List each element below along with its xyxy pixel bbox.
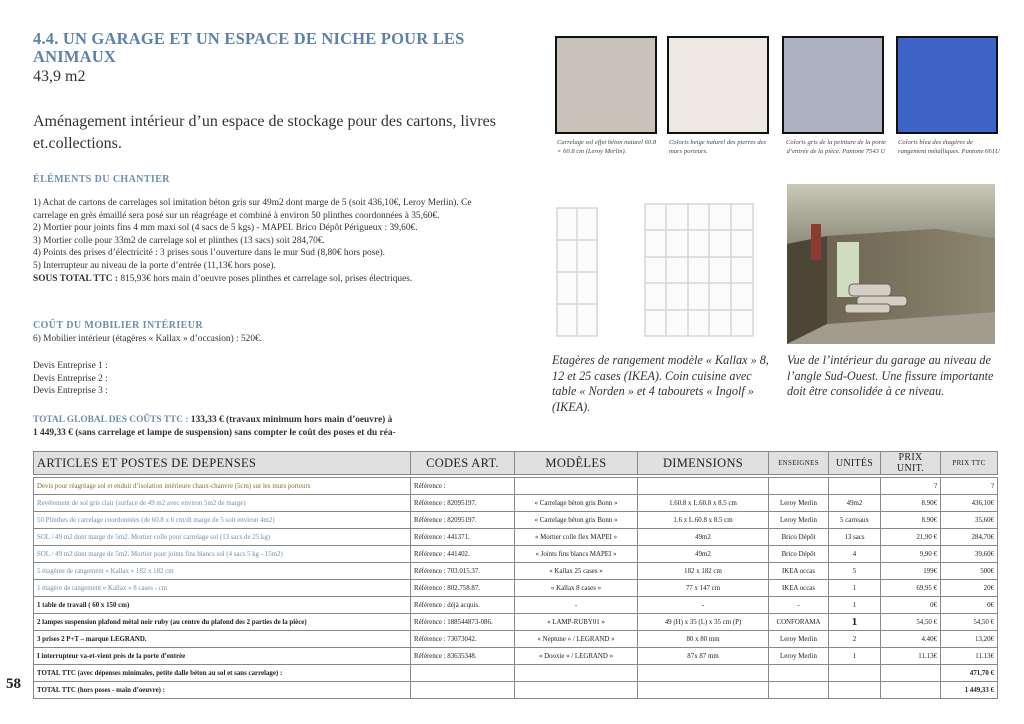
- table-row: [34, 529, 998, 546]
- cell-unit-price: 21,90 €: [881, 529, 941, 546]
- cell-shop: [769, 478, 829, 495]
- cell-unit-price: [881, 665, 941, 682]
- cell-shop: [769, 682, 829, 699]
- cell-dim: 49 (H) x 35 (L) x 35 cm (P): [638, 614, 769, 631]
- cell-model: « Carrelage béton gris Bonn »: [515, 495, 638, 512]
- col-header-unit-price: PRIX UNIT.: [881, 452, 941, 475]
- cell-model: -: [515, 597, 638, 614]
- cell-desc: 1 étagère de rangement « Kallax » 8 cases - cm: [34, 580, 411, 597]
- col-header-codes: CODES ART.: [411, 452, 515, 475]
- cell-code: Référence : 188544873-086.: [411, 614, 515, 631]
- shelves-caption: Etagères de rangement modèle « Kallax » 8, 12 et 25 cases (IKEA). Coin cuisine avec table « Norden » et 4 tabourets « Ingolf » (IKEA).: [552, 353, 769, 414]
- cell-unit-price: ?: [881, 478, 941, 495]
- cell-total: 0€: [941, 597, 998, 614]
- table-row: [34, 563, 998, 580]
- cell-dim: 1.60.8 x L.60.8 x 8.5 cm: [638, 495, 769, 512]
- cell-units: 49m2: [829, 495, 881, 512]
- cell-code: Référence : 441402.: [411, 546, 515, 563]
- table-row: [34, 631, 998, 648]
- col-header-units: UNITÉS: [829, 452, 881, 475]
- cell-unit-price: 69,95 €: [881, 580, 941, 597]
- cell-desc: TOTAL TTC (hors poses - main d’oeuvre) :: [34, 682, 411, 699]
- cell-desc: 1 table de travail ( 60 x 150 cm): [34, 597, 411, 614]
- cell-code: Référence : 703.015.37.: [411, 563, 515, 580]
- area-value: 43,9 m2: [33, 68, 86, 85]
- col-header-models: MODÈLES: [515, 452, 638, 475]
- cell-units: 13 sacs: [829, 529, 881, 546]
- cell-dim: [638, 478, 769, 495]
- table-row: [34, 614, 998, 631]
- cell-total: 20€: [941, 580, 998, 597]
- cell-units: 5: [829, 563, 881, 580]
- col-header-total: PRIX TTC: [941, 452, 998, 475]
- total-global-text1: 133,33 € (travaux minimum hors main d’oeuvre) à: [188, 415, 393, 425]
- cell-model: « Neptune » / LEGRAND »: [515, 631, 638, 648]
- swatch-concrete: [555, 36, 657, 134]
- devis-item-3: Devis Entreprise 3 :: [33, 386, 108, 397]
- cell-unit-price: 4.40€: [881, 631, 941, 648]
- page-title: 4.4. UN GARAGE ET UN ESPACE DE NICHE POUR LES ANIMAUX: [33, 29, 465, 66]
- cell-shop: Leroy Merlin: [769, 648, 829, 665]
- table-row: [34, 648, 998, 665]
- table-row: [34, 495, 998, 512]
- swatch-grey: [782, 36, 884, 134]
- elements-line-4: 4) Points des prises d’électricité : 3 prises sous l’ouverture dans le mur Sud (8,80€ hors pose).: [33, 248, 386, 259]
- col-header-dimensions: DIMENSIONS: [638, 452, 769, 475]
- table-row: [34, 665, 998, 682]
- cell-unit-price: [881, 682, 941, 699]
- table-row: [34, 512, 998, 529]
- cell-code: Référence : 73073042.: [411, 631, 515, 648]
- garage-photo: [787, 184, 995, 344]
- cell-units: [829, 478, 881, 495]
- cell-shop: Leroy Merlin: [769, 495, 829, 512]
- cell-desc: 2 lampes suspension plafond métal noir ruby (au centre du plafond des 2 parties de la pièce): [34, 614, 411, 631]
- cell-code: [411, 682, 515, 699]
- cell-total: 11.13€: [941, 648, 998, 665]
- table-row: [34, 546, 998, 563]
- cell-total: ?: [941, 478, 998, 495]
- cell-shop: CONFORAMA: [769, 614, 829, 631]
- cell-code: Référence : 82095197.: [411, 495, 515, 512]
- table-row: [34, 682, 998, 699]
- cell-desc: Revêtement de sol gris clair (surface de 49 m2 avec environ 5m2 de marge): [34, 495, 411, 512]
- cell-dim: 80 x 80 mm: [638, 631, 769, 648]
- elements-line-3: 3) Mortier colle pour 33m2 de carrelage sol et plinthes (13 sacs) soit 284,70€.: [33, 235, 325, 246]
- cell-model: « Mortier colle flex MAPEI »: [515, 529, 638, 546]
- cell-model: « LAMP-RUBY01 »: [515, 614, 638, 631]
- cell-units: 1: [829, 580, 881, 597]
- cell-units: 5 carreaux: [829, 512, 881, 529]
- elements-list: [33, 197, 498, 285]
- cell-unit-price: 9,90 €: [881, 546, 941, 563]
- cell-units: [829, 665, 881, 682]
- garage-caption: Vue de l’intérieur du garage au niveau de l’angle Sud-Ouest. Une fissure importante doit être consolidée à ce niveau.: [787, 353, 994, 398]
- cell-desc: SOL / 49 m2 dont marge de 5m2. Mortier pour joints fins blancs sol (4 sacs 5 kg - 15m2): [34, 546, 411, 563]
- mobilier-heading: COÛT DU MOBILIER INTÉRIEUR: [33, 320, 203, 331]
- cell-shop: -: [769, 597, 829, 614]
- cell-units: 1: [829, 614, 881, 631]
- cell-unit-price: 54,50 €: [881, 614, 941, 631]
- elements-line-5: 5) Interrupteur au niveau de la porte d’entrée (11,13€ hors pose).: [33, 260, 276, 271]
- cell-shop: Leroy Merlin: [769, 512, 829, 529]
- cell-units: 4: [829, 546, 881, 563]
- cell-total: 39,60€: [941, 546, 998, 563]
- cell-total: 54,50 €: [941, 614, 998, 631]
- cell-units: 1: [829, 597, 881, 614]
- cell-dim: -: [638, 597, 769, 614]
- cell-total: 1 449,33 €: [941, 682, 998, 699]
- cell-model: « Joints fins blancs MAPEI »: [515, 546, 638, 563]
- cell-shop: [769, 665, 829, 682]
- subtotal-label: SOUS TOTAL TTC :: [33, 273, 119, 284]
- cell-units: 1: [829, 648, 881, 665]
- cell-dim: 77 x 147 cm: [638, 580, 769, 597]
- cell-model: [515, 478, 638, 495]
- cell-model: « Kallax 8 cases »: [515, 580, 638, 597]
- cell-unit-price: 0€: [881, 597, 941, 614]
- total-global-label: TOTAL GLOBAL DES COÛTS TTC :: [33, 415, 189, 425]
- cell-unit-price: 8.90€: [881, 512, 941, 529]
- cell-dim: 49m2: [638, 529, 769, 546]
- swatch-beige: [667, 36, 769, 134]
- elements-line-1: 1) Achat de cartons de carrelages sol imitation béton gris sur 49m2 dont marge de 5 (soit 436,10€, Leroy Merlin). Ce carrelage en grès émaillé sera posé sur un réagréage et combiné à environ 50 plinthes coordonnées à 35,60€.: [33, 198, 472, 221]
- cell-units: [829, 682, 881, 699]
- cell-desc: I interrupteur va-et-vient près de la porte d’entrée: [34, 648, 411, 665]
- cell-code: Référence :: [411, 478, 515, 495]
- total-global: [33, 414, 503, 439]
- cell-model: [515, 682, 638, 699]
- cell-desc: Devis pour réagréage sol et enduit d’isolation intérieure chaux-chanvre (5cm) sur les murs porteurs: [34, 478, 411, 495]
- expenses-table: [33, 451, 998, 699]
- cell-units: 2: [829, 631, 881, 648]
- swatch-caption-1: Carrelage sol effet béton naturel 60.8 × 60.8 cm (Leroy Merlin).: [557, 139, 657, 155]
- cell-code: [411, 665, 515, 682]
- total-global-text2: 1 449,33 € (sans carrelage et lampe de suspension) sans compter le coût des poses et du réa-: [33, 427, 396, 438]
- cell-code: Référence : 83635348.: [411, 648, 515, 665]
- cell-unit-price: 11.13€: [881, 648, 941, 665]
- devis-item-2: Devis Entreprise 2 :: [33, 373, 108, 384]
- cell-code: Référence : déjà acquis.: [411, 597, 515, 614]
- cell-dim: 1.6 x L.60.8 x 8.5 cm: [638, 512, 769, 529]
- cell-dim: 182 x 182 cm: [638, 563, 769, 580]
- cell-dim: 87x 87 mm: [638, 648, 769, 665]
- col-header-articles: ARTICLES ET POSTES DE DEPENSES: [34, 452, 411, 475]
- cell-dim: 49m2: [638, 546, 769, 563]
- cell-dim: [638, 682, 769, 699]
- cell-unit-price: 199€: [881, 563, 941, 580]
- subtotal-text: 815,93€ hors main d’oeuvre poses plinthes et carrelage sol, prises électriques.: [118, 273, 413, 284]
- elements-line-2: 2) Mortier pour joints fins 4 mm maxi sol (4 sacs de 5 kgs) - MAPEI. Brico Dépôt Périgueux : 39,60€.: [33, 223, 418, 234]
- swatch-caption-4: Coloris bleu des étagères de rangement métalliques. Pantone 661U: [898, 139, 1000, 155]
- cell-total: 500€: [941, 563, 998, 580]
- cell-total: 284,70€: [941, 529, 998, 546]
- mobilier-line: 6) Mobilier intérieur (étagères « Kallax » d’occasion) : 520€.: [33, 334, 263, 344]
- cell-code: Référence : 441371.: [411, 529, 515, 546]
- cell-desc: 5 étagères de rangement « Kallax » 182 x 182 cm: [34, 563, 411, 580]
- cell-shop: IKEA occas: [769, 580, 829, 597]
- cell-desc: SOL / 49 m2 dont marge de 5m2. Mortier colle pour carrelage sol (13 sacs de 25 kg): [34, 529, 411, 546]
- cell-shop: Leroy Merlin: [769, 631, 829, 648]
- cell-shop: Brico Dépôt: [769, 546, 829, 563]
- table-row: [34, 478, 998, 495]
- table-row: [34, 580, 998, 597]
- cell-model: « Carrelage béton gris Bonn »: [515, 512, 638, 529]
- cell-code: Référence : 802.758.87.: [411, 580, 515, 597]
- cell-total: 13,20€: [941, 631, 998, 648]
- devis-item-1: Devis Entreprise 1 :: [33, 361, 108, 371]
- devis-list: [33, 360, 108, 398]
- cell-code: Référence : 82095197.: [411, 512, 515, 529]
- swatch-blue: [896, 36, 998, 134]
- cell-total: 35,60€: [941, 512, 998, 529]
- swatch-caption-2: Coloris beige naturel des pierres des murs porteurs.: [669, 139, 767, 155]
- kallax-shelves-image: [545, 190, 775, 350]
- cell-model: « Kallax 25 cases »: [515, 563, 638, 580]
- table-header-row: [34, 452, 998, 475]
- cell-dim: [638, 665, 769, 682]
- elements-heading: ÉLÉMENTS DU CHANTIER: [33, 174, 170, 185]
- cell-desc: TOTAL TTC (avec dépenses minimales, petite dalle béton au sol et sans carrelage) :: [34, 665, 411, 682]
- subtotal-line: [33, 273, 498, 286]
- cell-total: 471,70 €: [941, 665, 998, 682]
- cell-total: 436,10€: [941, 495, 998, 512]
- swatch-caption-3: Coloris gris de la peinture de la porte d’entrée de la pièce. Pantone 7543 U: [786, 139, 886, 155]
- cell-shop: IKEA occas: [769, 563, 829, 580]
- cell-unit-price: 8.90€: [881, 495, 941, 512]
- table-row: [34, 597, 998, 614]
- cell-model: « Dooxie » / LEGRAND »: [515, 648, 638, 665]
- cell-shop: Brico Dépôt: [769, 529, 829, 546]
- cell-desc: 3 prises 2 P+T – marque LEGRAND.: [34, 631, 411, 648]
- cell-model: [515, 665, 638, 682]
- intro-text: Aménagement intérieur d’un espace de stockage pour des cartons, livres et.collections.: [33, 113, 496, 152]
- col-header-shops: ENSEIGNES: [769, 452, 829, 475]
- page-number: 58: [6, 676, 21, 692]
- cell-desc: 50 Plinthes de carrelage coordonnées (de 60.8 x 6 cm/dt marge de 5 soit environ 4m2): [34, 512, 411, 529]
